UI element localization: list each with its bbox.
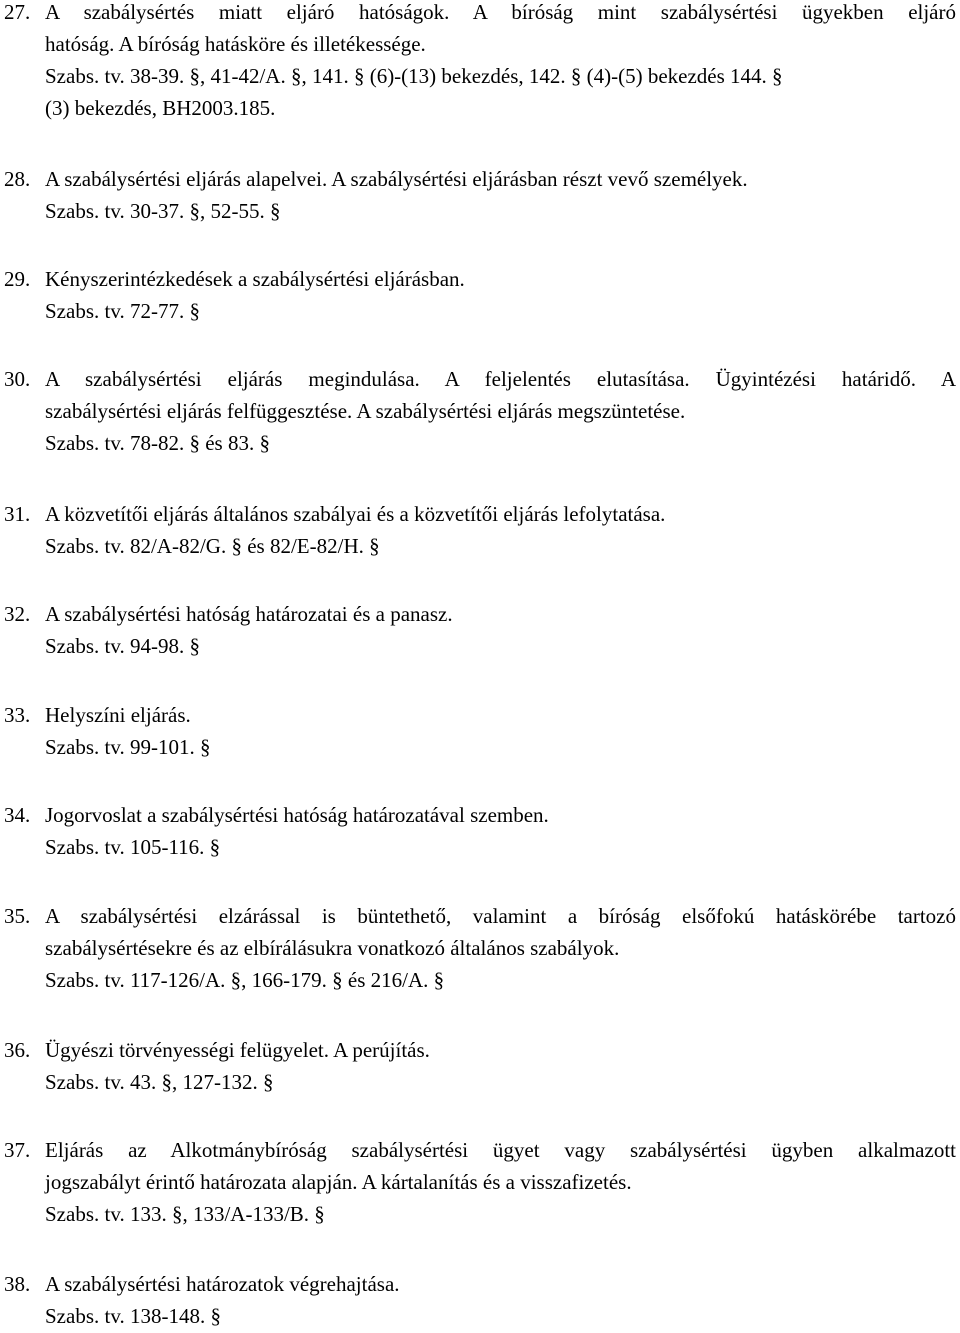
item-title-line: A szabálysértési eljárás alapelvei. A szabálysértési eljárásban részt vevő személyek. [45,167,748,191]
item-body [45,799,956,863]
item-reference: Szabs. tv. 117-126/A. §, 166-179. § és 216/A. § [45,968,445,992]
item-number: 34. [4,803,31,827]
item-number: 28. [4,167,31,191]
item-number: 32. [4,602,31,626]
item-title-line: A szabálysértési hatóság határozatai és a panasz. [45,602,453,626]
item-title-line: Ügyészi törvényességi felügyelet. A perújítás. [45,1038,430,1062]
item-title-line: A szabálysértési eljárás megindulása. A feljelentés elutasítása. Ügyintézési határidő. A [45,367,956,391]
item-title-line: jogszabályt érintő határozata alapján. A kártalanítás és a visszafizetés. [45,1170,632,1194]
item-reference: Szabs. tv. 72-77. § [45,299,200,323]
item-body [45,1034,956,1098]
item-reference: Szabs. tv. 99-101. § [45,735,211,759]
item-reference: Szabs. tv. 43. §, 127-132. § [45,1070,274,1094]
item-title-line: A szabálysértés miatt eljáró hatóságok. A bíróság mint szabálysértési ügyekben eljáró [45,0,956,24]
item-number: 30. [4,367,31,391]
item-body [45,0,956,124]
item-reference: Szabs. tv. 30-37. §, 52-55. § [45,199,281,223]
item-reference: Szabs. tv. 94-98. § [45,634,200,658]
item-reference: (3) bekezdés, BH2003.185. [45,96,276,120]
item-number: 27. [4,0,31,24]
item-reference: Szabs. tv. 138-148. § [45,1304,221,1328]
item-title-line: Jogorvoslat a szabálysértési hatóság határozatával szemben. [45,803,549,827]
item-reference: Szabs. tv. 105-116. § [45,835,221,859]
item-number: 37. [4,1138,31,1162]
item-title-line: A szabálysértési elzárással is büntethető, valamint a bíróság elsőfokú hatáskörébe tartozó [45,904,956,928]
item-number: 29. [4,267,31,291]
item-title-line: A szabálysértési határozatok végrehajtása. [45,1272,400,1296]
item-title-line: szabálysértésekre és az elbírálásukra vonatkozó általános szabályok. [45,936,620,960]
item-title-line: Eljárás az Alkotmánybíróság szabálysértési ügyet vagy szabálysértési ügyben alkalmazott [45,1138,956,1162]
item-body [45,163,956,227]
item-body [45,699,956,763]
item-number: 36. [4,1038,31,1062]
item-title-line: Kényszerintézkedések a szabálysértési eljárásban. [45,267,465,291]
item-body [45,498,956,562]
item-number: 38. [4,1272,31,1296]
item-body [45,363,956,459]
item-reference: Szabs. tv. 78-82. § és 83. § [45,431,270,455]
item-reference: Szabs. tv. 38-39. §, 41-42/A. §, 141. § (6)-(13) bekezdés, 142. § (4)-(5) bekezdés 144. § [45,64,783,88]
item-body [45,263,956,327]
item-number: 31. [4,502,31,526]
item-body [45,1268,956,1332]
item-title-line: Helyszíni eljárás. [45,703,191,727]
item-body [45,900,956,996]
item-reference: Szabs. tv. 133. §, 133/A-133/B. § [45,1202,325,1226]
item-body [45,598,956,662]
item-body [45,1134,956,1230]
item-reference: Szabs. tv. 82/A-82/G. § és 82/E-82/H. § [45,534,380,558]
item-title-line: hatóság. A bíróság hatásköre és illetékessége. [45,32,426,56]
item-title-line: A közvetítői eljárás általános szabályai és a közvetítői eljárás lefolytatása. [45,502,666,526]
item-number: 35. [4,904,31,928]
item-number: 33. [4,703,31,727]
item-title-line: szabálysértési eljárás felfüggesztése. A szabálysértési eljárás megszüntetése. [45,399,686,423]
